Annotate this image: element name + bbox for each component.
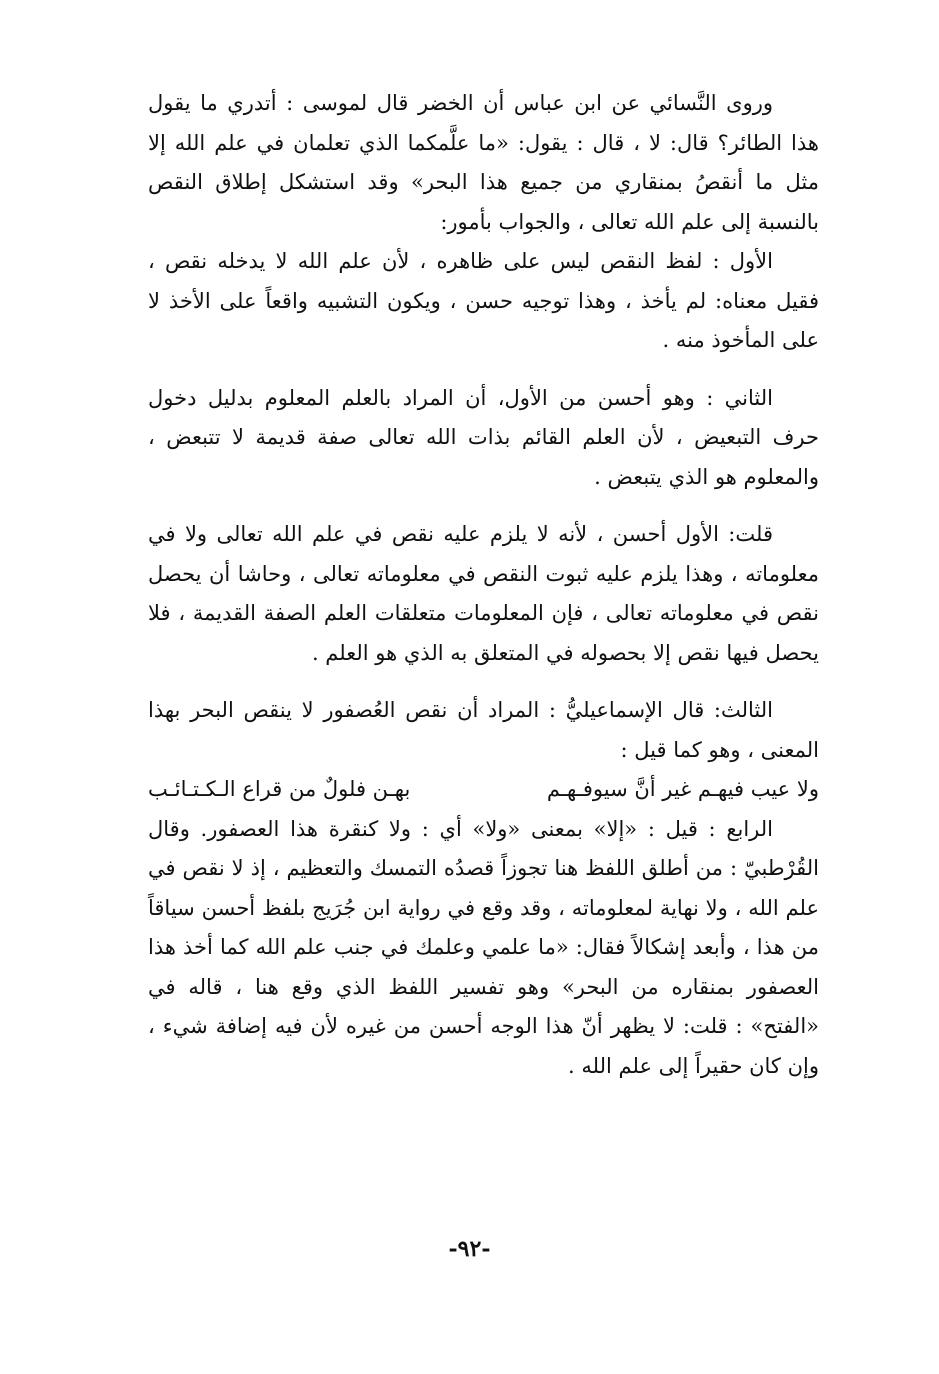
paragraph-second-answer: الثاني : وهو أحسن من الأول، أن المراد بالعلم المعلوم بدليل دخول حرف التبعيض ، لأن العلم القائم بذات الله تعالى صفة قديمة لا تتبعض ، والمعلوم هو الذي يتبعض .: [148, 385, 819, 489]
paragraph-third-answer: الثالث: قال الإسماعيليُّ : المراد أن نقص العُصفور لا ينقص البحر بهذا المعنى ، وهو كما قيل :: [148, 698, 819, 762]
paragraph-first-answer: الأول : لفظ النقص ليس على ظاهره ، لأن علم الله لا يدخله نقص ، فقيل معناه: لم يأخذ ، وهذا توجيه حسن ، ويكون التشبيه واقعاً على الأخذ لا على المأخوذ منه .: [148, 249, 819, 352]
page-number: -٩٢-: [448, 1236, 491, 1262]
paragraph-author-comment: قلت: الأول أحسن ، لأنه لا يلزم عليه نقص في علم الله تعالى ولا في معلوماته ، وهذا يلزم عليه ثبوت النقص في معلوماته تعالى ، وحاشا أن يحصل نقص في معلوماته تعالى ، فإن المعلومات متعلقات العلم الصفة القديمة ، فلا يحصل فيها نقص إلا بحصوله في المتعلق به الذي هو العلم .: [148, 522, 819, 665]
verse-second-hemistich: بهـن فلولٌ من قراع الـكـتـائـب: [148, 777, 411, 801]
paragraph-fourth-answer: الرابع : قيل : «إلا» بمعنى «ولا» أي : ولا كنقرة هذا العصفور. وقال القُرْطبيّ : من أطلق اللفظ هنا تجوزاً قصدُه التمسك والتعظيم ، إذ لا نقص في علم الله ، ولا نهاية لمعلوماته ، وقد وقع في رواية ابن جُرَيج بلفظ أحسن سياقاً من هذا ، وأبعد إشكالاً فقال: «ما علمي وعلمك في جنب علم الله كما أخذ هذا العصفور بمنقاره من البحر» وهو تفسير اللفظ الذي وقع هنا ، قاله في «الفتح» : قلت: لا يظهر أنّ هذا الوجه أحسن من غيره لأن فيه إضافة شيء ، وإن كان حقيراً إلى علم الله .: [148, 816, 819, 1078]
page-body: [148, 84, 819, 1086]
paragraph-intro: وروى النَّسائي عن ابن عباس أن الخضر قال لموسى : أتدري ما يقول هذا الطائر؟ قال: لا ، قال : يقول: «ما علَّمكما الذي تعلمان في علم الله إلا مثل ما أنقصُ بمنقاري من جميع هذا البحر» وقد استشكل إطلاق النقص بالنسبة إلى علم الله تعالى ، والجواب بأمور:: [148, 91, 819, 234]
verse-first-hemistich: ولا عيب فيهـم غير أنَّ سيوفـهـم: [546, 777, 819, 801]
poetry-verse: [148, 770, 819, 810]
